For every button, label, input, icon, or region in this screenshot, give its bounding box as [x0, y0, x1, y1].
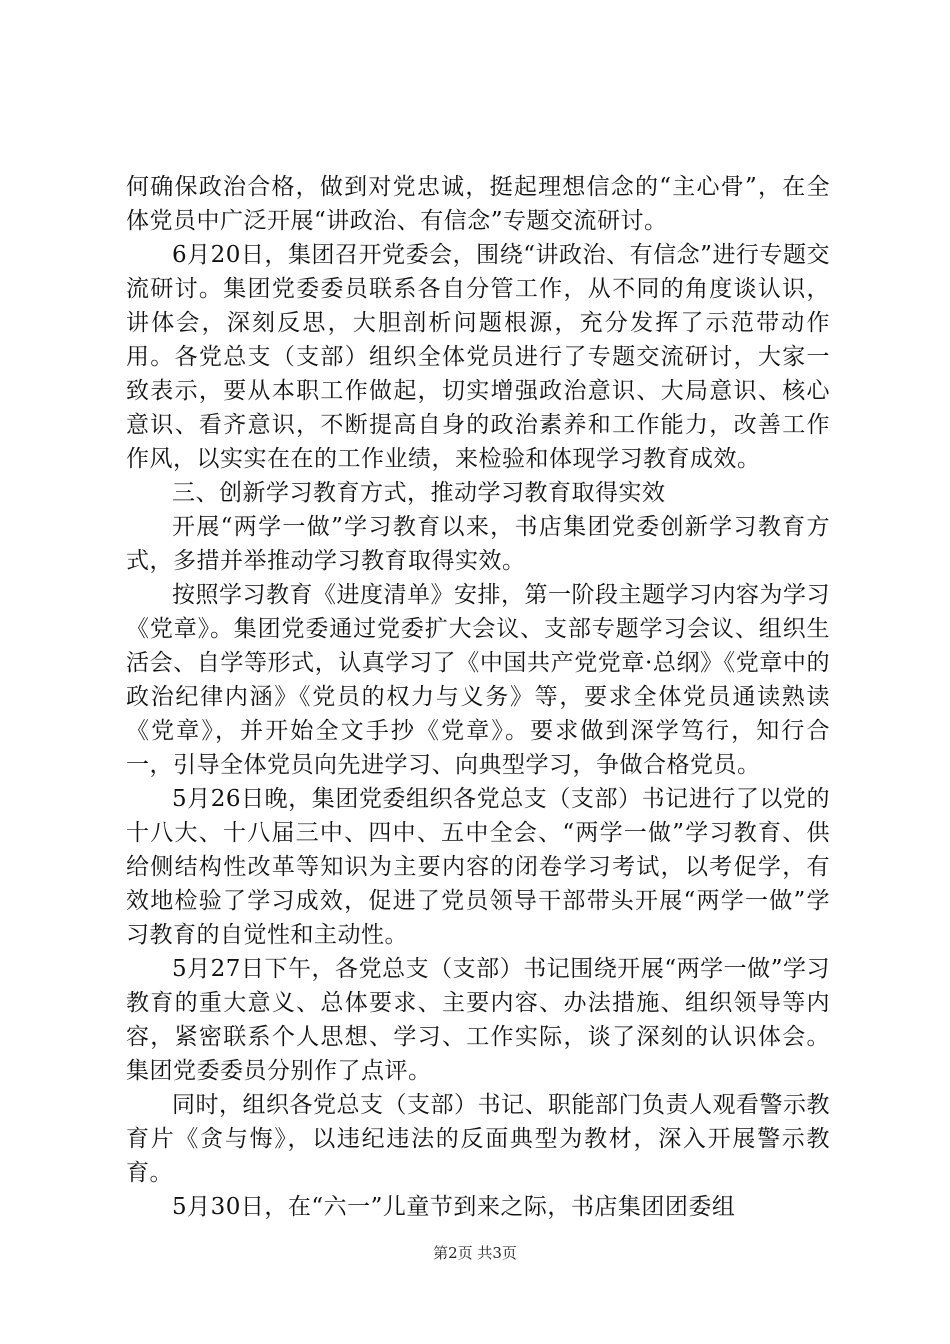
paragraph-9: 5月30日，在“六一”儿童节到来之际，书店集团团委组 [172, 1194, 736, 1220]
document-body [126, 170, 830, 1224]
paragraph-2: 6月20日，集团召开党委会，围绕“讲政治、有信念”进行专题交流研讨。集团党委委员联系各自分管工作，从不同的角度谈认识，讲体会，深刻反思，大胆剖析问题根源，充分发挥了示范带动作用。各党总支（支部）组织全体党员进行了专题交流研讨，大家一致表示，要从本职工作做起，切实增强政治意识、大局意识、核心意识、看齐意识，不断提高自身的政治素养和工作能力，改善工作作风，以实实在在的工作业绩，来检验和体现学习教育成效。 [126, 242, 830, 472]
paragraph-8: 同时，组织各党总支（支部）书记、职能部门负责人观看警示教育片《贪与悔》，以违纪违法的反面典型为教材，深入开展警示教育。 [126, 1092, 830, 1186]
paragraph-7: 5月27日下午，各党总支（支部）书记围绕开展“两学一做”学习教育的重大意义、总体要求、主要内容、办法措施、组织领导等内容，紧密联系个人思想、学习、工作实际，谈了深刻的认识体会。集团党委委员分别作了点评。 [126, 956, 830, 1084]
paragraph-5: 按照学习教育《进度清单》安排，第一阶段主题学习内容为学习《党章》。集团党委通过党委扩大会议、支部专题学习会议、组织生活会、自学等形式，认真学习了《中国共产党党章·总纲》《党章中的政治纪律内涵》《党员的权力与义务》等，要求全体党员通读熟读《党章》，并开始全文手抄《党章》。要求做到深学笃行，知行合一，引导全体党员向先进学习、向典型学习，争做合格党员。 [126, 582, 830, 778]
page-footer: 第2页 共3页 [433, 1244, 517, 1262]
paragraph-1: 何确保政治合格，做到对党忠诚，挺起理想信念的“主心骨”，在全体党员中广泛开展“讲政治、有信念”专题交流研讨。 [126, 174, 830, 234]
section-heading-3: 三、创新学习教育方式，推动学习教育取得实效 [172, 480, 666, 506]
paragraph-6: 5月26日晚，集团党委组织各党总支（支部）书记进行了以党的十八大、十八届三中、四中、五中全会、“两学一做”学习教育、供给侧结构性改革等知识为主要内容的闭卷学习考试，以考促学，有效地检验了学习成效，促进了党员领导干部带头开展“两学一做”学习教育的自觉性和主动性。 [126, 786, 830, 948]
paragraph-4: 开展“两学一做”学习教育以来，书店集团党委创新学习教育方式，多措并举推动学习教育取得实效。 [126, 514, 830, 574]
